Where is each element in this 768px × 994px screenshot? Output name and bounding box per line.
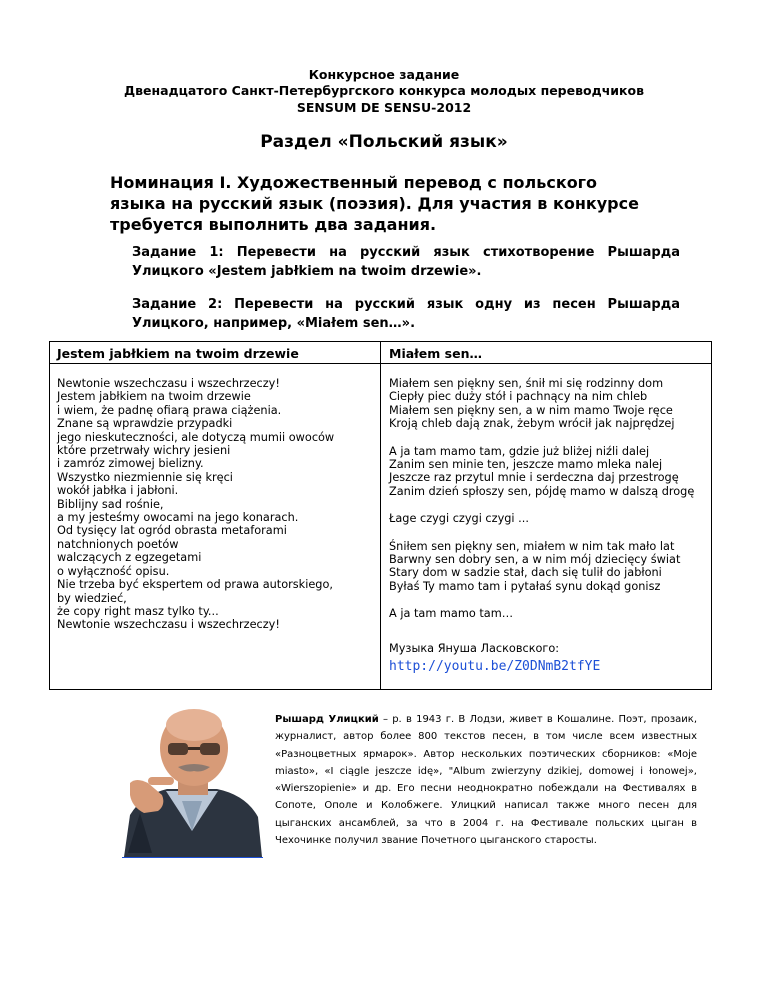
column-divider xyxy=(380,342,381,689)
right-column-title: Miałem sen… xyxy=(389,346,482,361)
song-line: Barwny sen dobry sen, a w nim mój dziecięcy świat xyxy=(389,553,681,567)
song-line: Miałem sen piękny sen, a w nim mamo Twoje ręce xyxy=(389,403,673,417)
song-stanza xyxy=(389,445,694,499)
song-line: Kroją chleb dają znak, żebym wrócił jak najprędzej xyxy=(389,417,675,431)
poem-line: Jestem jabłkiem na twoim drzewie xyxy=(57,390,251,404)
author-name: Рышард Улицкий xyxy=(275,714,379,725)
poem-line: Od tysięcy lat ogród obrasta metaforami xyxy=(57,524,287,538)
task-1: Задание 1: Перевести на русский язык стихотворение Рышарда Улицкого «Jestem jabłkiem na twoim drzewie». xyxy=(132,245,680,279)
song-line: Jeszcze raz przytul mnie i serdeczna daj przestrogę xyxy=(389,471,679,485)
music-credit: Музыка Януша Ласковского: xyxy=(389,642,560,655)
left-column-title: Jestem jabłkiem na twoim drzewie xyxy=(57,346,299,361)
song-line: A ja tam mamo tam… xyxy=(389,607,514,621)
song-line: Zanim sen minie ten, jeszcze mamo mleka nalej xyxy=(389,458,663,472)
poem-line: Newtonie wszechczasu i wszechrzeczy! xyxy=(57,377,280,390)
poem-line: by wiedzieć, xyxy=(57,591,127,605)
poem-line: że copy right masz tylko ty... xyxy=(57,604,219,618)
author-biography xyxy=(275,711,697,849)
youtube-link[interactable]: http://youtu.be/Z0DNmB2tfYE xyxy=(389,659,601,674)
song-stanza xyxy=(389,607,694,620)
poem-line: i zamróz zimowej bielizny. xyxy=(57,457,204,471)
poem-line: Znane są wprawdzie przypadki xyxy=(57,417,233,431)
header-divider xyxy=(50,363,711,364)
poem-line: i wiem, że padnę ofiarą prawa ciążenia. xyxy=(57,403,282,417)
song-stanza xyxy=(389,540,694,594)
song-line: Stary dom w sadzie stał, dach się tulił do jabłoni xyxy=(389,566,662,580)
song-line: Byłaś Ty mamo tam i pytałaś synu dokąd gonisz xyxy=(389,579,661,593)
author-bio-text: – р. в 1943 г. В Лодзи, живет в Кошалине. Поэт, прозаик, журналист, автор более 800 текстов песен, в том числе всем известных «Разноцветных ярмарок». Автор нескольких поэтических сборников: «Moje miasto», «I ciągle jeszcze idę», "Album zwierzyny dzikiej, domowej i łonowej», «Wierszopienie» и др. Его песни неоднократно побеждали на Фестивалях в Сопоте, Ополе и Колобжеге. Улицкий написал также много песен для цыганских ансамблей, за что в 2004 г. на Фестивале польских цыган в Чехочинке получил звание Почетного цыганского старосты. xyxy=(275,714,697,847)
author-photo xyxy=(122,703,263,858)
author-photo-illustration xyxy=(122,703,263,857)
song-line: Zanim dzień spłoszy sen, pójdę mamo w dalszą drogę xyxy=(389,484,695,498)
poem-line: Nie trzeba być ekspertem od prawa autorskiego, xyxy=(57,578,333,592)
poem-line: natchnionych poetów xyxy=(57,537,179,551)
poem-line: jego nieskuteczności, ale dotyczą mumii owoców xyxy=(57,430,335,444)
poem-line: a my jesteśmy owocami na jego konarach. xyxy=(57,511,299,525)
section-title: Раздел «Польский язык» xyxy=(260,132,508,152)
contest-title-line2: Двенадцатого Санкт-Петербургского конкурса молодых переводчиков xyxy=(123,83,645,98)
nomination-heading: Номинация I. Художественный перевод с польского языка на русский язык (поэзия). Для участия в конкурсе требуется выполнить два задания. xyxy=(110,173,639,234)
task-2: Задание 2: Перевести на русский язык одну из песен Рышарда Улицкого, например, «Miałem sen…». xyxy=(132,297,680,331)
poem-line: o wyłączność opisu. xyxy=(57,564,170,578)
poem-line: wokół jabłka i jabłoni. xyxy=(57,484,179,498)
poem-table xyxy=(49,341,712,690)
song-line: Ciepły piec duży stół i pachnący na nim chleb xyxy=(389,390,648,404)
poem-line: Wszystko niezmiennie się kręci xyxy=(57,470,233,484)
poem-line: walczących z egzegetami xyxy=(57,551,202,565)
song-stanza xyxy=(389,512,694,525)
contest-title-line3: SENSUM DE SENSU-2012 xyxy=(296,100,472,115)
song-line: Łage czygi czygi czygi ... xyxy=(389,512,529,526)
song-line: Śniłem sen piękny sen, miałem w nim tak mało lat xyxy=(389,539,675,553)
poem-line: Biblijny sad rośnie, xyxy=(57,497,164,511)
poem-jestem-jablkiem xyxy=(57,377,334,632)
poem-line: Newtonie wszechczasu i wszechrzeczy! xyxy=(57,618,280,632)
song-line: A ja tam mamo tam, gdzie już bliżej niźli dalej xyxy=(389,444,650,458)
song-mialem-sen xyxy=(389,377,694,635)
song-line: Miałem sen piękny sen, śnił mi się rodzinny dom xyxy=(389,377,664,390)
contest-title-line1: Конкурсное задание xyxy=(308,67,460,82)
song-stanza xyxy=(389,377,694,431)
poem-line: które przetrwały wichry jesieni xyxy=(57,444,231,458)
